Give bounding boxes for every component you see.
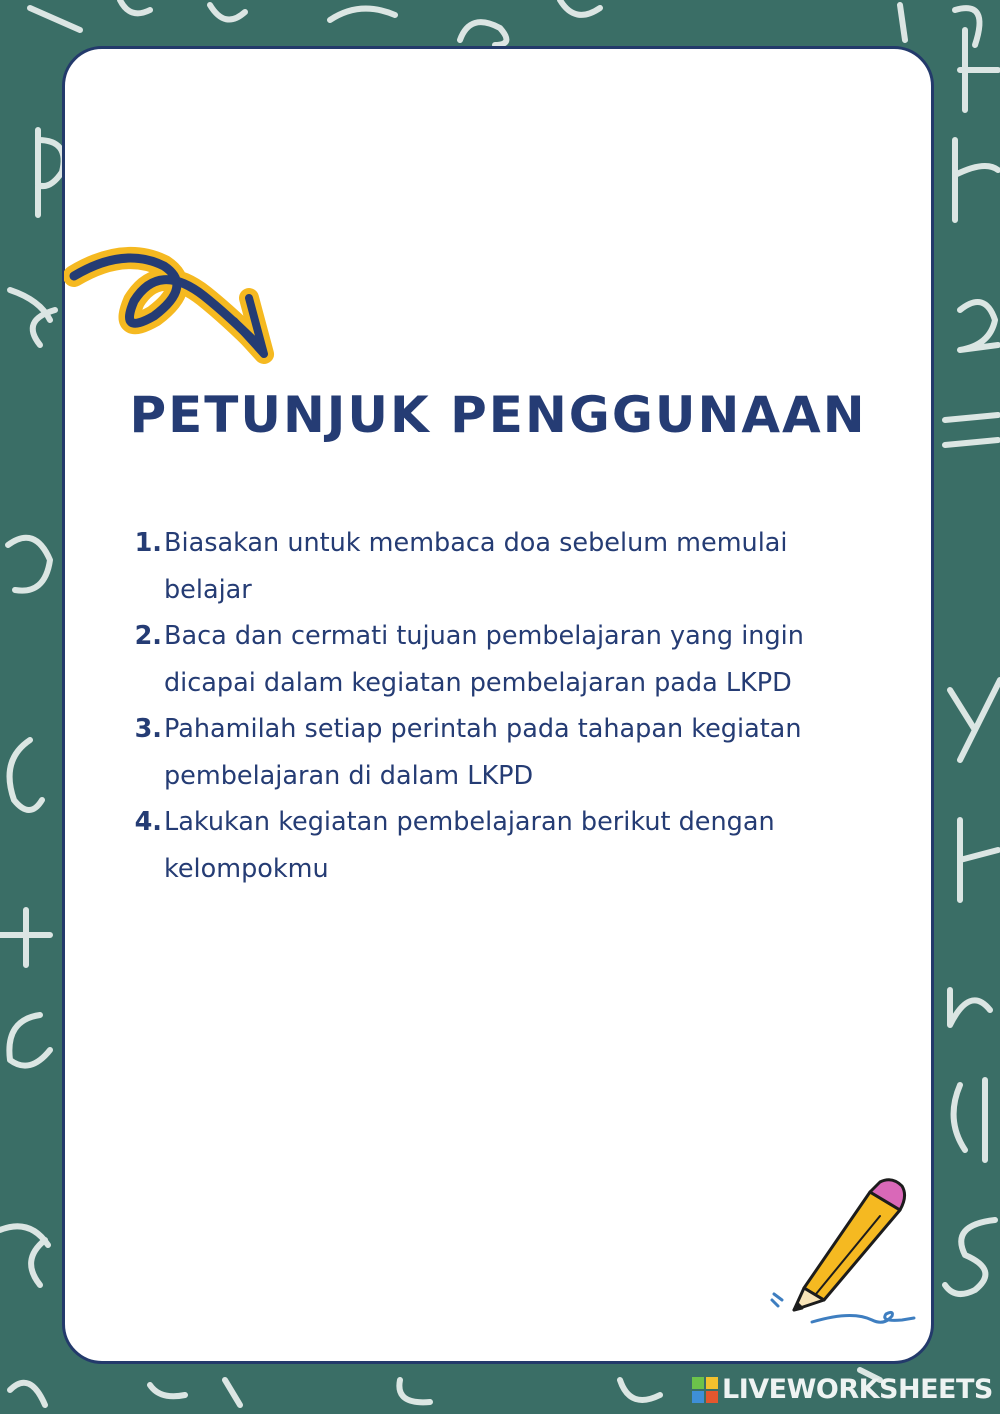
step-line: Baca dan cermati tujuan pembelajaran yang ingin bbox=[164, 621, 804, 651]
list-item bbox=[132, 613, 892, 706]
step-line: kelompokmu bbox=[164, 853, 329, 884]
step-number: 1. bbox=[134, 528, 162, 558]
step-line: Biasakan untuk membaca doa sebelum memulai bbox=[164, 528, 788, 558]
list-item bbox=[132, 520, 892, 613]
step-text bbox=[162, 613, 804, 706]
brand-name: LIVEWORKSHEETS bbox=[722, 1374, 993, 1405]
liveworksheets-logo-icon bbox=[692, 1377, 718, 1403]
step-text bbox=[162, 520, 788, 613]
swirl-arrow-icon bbox=[64, 236, 284, 386]
step-number: 3. bbox=[134, 714, 162, 744]
step-line: Pahamilah setiap perintah pada tahapan kegiatan bbox=[164, 714, 802, 744]
instruction-list bbox=[132, 520, 892, 892]
step-line: dicapai dalam kegiatan pembelajaran pada LKPD bbox=[164, 667, 792, 698]
pencil-icon bbox=[762, 1170, 922, 1340]
step-line: pembelajaran di dalam LKPD bbox=[164, 760, 534, 791]
step-number: 4. bbox=[134, 807, 162, 837]
page-title: PETUNJUK PENGGUNAAN bbox=[129, 386, 867, 444]
step-text bbox=[162, 706, 801, 799]
list-item bbox=[132, 706, 892, 799]
step-line: belajar bbox=[164, 574, 252, 605]
list-item bbox=[132, 799, 892, 892]
step-number: 2. bbox=[134, 621, 162, 651]
brand-watermark bbox=[692, 1374, 993, 1405]
step-line: Lakukan kegiatan pembelajaran berikut dengan bbox=[164, 807, 775, 837]
step-text bbox=[162, 799, 775, 892]
